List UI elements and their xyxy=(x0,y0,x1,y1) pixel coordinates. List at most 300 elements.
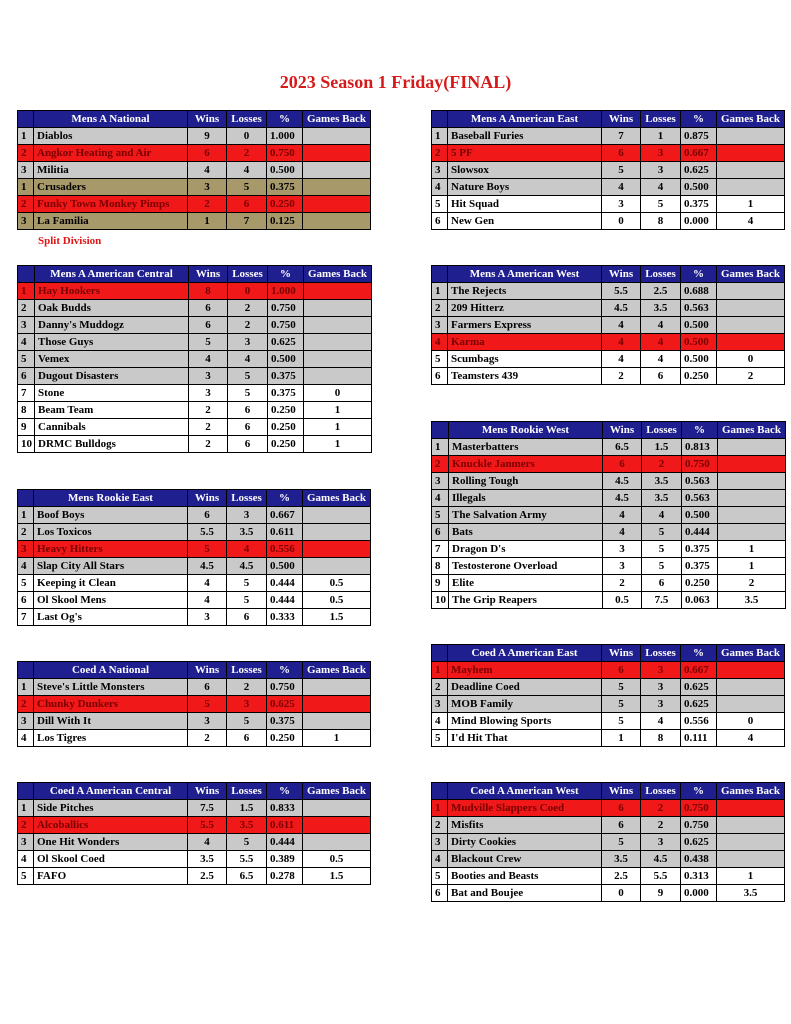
cell-wins: 0.5 xyxy=(603,592,642,609)
cell-pct: 0.125 xyxy=(267,213,303,230)
table-row xyxy=(18,507,371,524)
cell-losses: 1.5 xyxy=(227,800,267,817)
table-row xyxy=(432,317,785,334)
cell-losses: 6 xyxy=(227,196,267,213)
cell-pct: 0.625 xyxy=(267,696,303,713)
cell-games-back xyxy=(303,541,371,558)
cell-wins: 3 xyxy=(189,368,228,385)
cell-team: Dugout Disasters xyxy=(35,368,189,385)
cell-pct: 0.667 xyxy=(681,145,717,162)
header-pct: % xyxy=(682,422,718,439)
cell-team: MOB Family xyxy=(448,696,602,713)
cell-wins: 2 xyxy=(189,402,228,419)
cell-team: Hay Hookers xyxy=(35,283,189,300)
cell-wins: 5 xyxy=(602,713,641,730)
cell-pct: 0.250 xyxy=(267,730,303,747)
cell-pct: 0.438 xyxy=(681,851,717,868)
cell-losses: 6 xyxy=(228,402,268,419)
cell-pct: 0.750 xyxy=(268,317,304,334)
cell-losses: 8 xyxy=(641,730,681,747)
cell-games-back xyxy=(303,179,371,196)
cell-wins: 3 xyxy=(189,385,228,402)
cell-losses: 7.5 xyxy=(642,592,682,609)
cell-rank: 1 xyxy=(432,283,448,300)
cell-wins: 4.5 xyxy=(602,300,641,317)
header-games-back: Games Back xyxy=(303,111,371,128)
cell-pct: 0.250 xyxy=(682,575,718,592)
cell-rank: 2 xyxy=(18,524,34,541)
cell-games-back xyxy=(304,334,372,351)
cell-pct: 0.375 xyxy=(267,179,303,196)
cell-wins: 0 xyxy=(602,213,641,230)
header-losses: Losses xyxy=(227,783,267,800)
header-corner xyxy=(432,266,448,283)
header-wins: Wins xyxy=(189,266,228,283)
cell-rank: 4 xyxy=(432,179,448,196)
cell-wins: 6 xyxy=(188,679,227,696)
cell-pct: 0.063 xyxy=(682,592,718,609)
cell-games-back: 1.5 xyxy=(303,868,371,885)
header-row xyxy=(18,490,371,507)
cell-games-back xyxy=(717,179,785,196)
header-corner xyxy=(18,490,34,507)
cell-rank: 1 xyxy=(432,439,449,456)
cell-games-back: 1.5 xyxy=(303,609,371,626)
cell-rank: 2 xyxy=(18,817,34,834)
header-row xyxy=(18,266,372,283)
table-row xyxy=(18,696,371,713)
cell-team: 209 Hitterz xyxy=(448,300,602,317)
header-row xyxy=(432,422,786,439)
table-row xyxy=(18,800,371,817)
cell-team: Deadline Coed xyxy=(448,679,602,696)
header-losses: Losses xyxy=(227,662,267,679)
cell-games-back xyxy=(303,524,371,541)
cell-pct: 0.111 xyxy=(681,730,717,747)
table-row xyxy=(18,402,372,419)
cell-losses: 6 xyxy=(227,730,267,747)
cell-pct: 1.000 xyxy=(268,283,304,300)
cell-rank: 6 xyxy=(18,368,35,385)
cell-wins: 8 xyxy=(189,283,228,300)
cell-rank: 4 xyxy=(18,334,35,351)
cell-pct: 0.500 xyxy=(681,351,717,368)
cell-losses: 2 xyxy=(227,145,267,162)
cell-wins: 5.5 xyxy=(602,283,641,300)
cell-losses: 5.5 xyxy=(641,868,681,885)
table-row xyxy=(432,713,785,730)
cell-rank: 7 xyxy=(432,541,449,558)
cell-rank: 1 xyxy=(432,128,448,145)
cell-rank: 3 xyxy=(18,541,34,558)
cell-games-back: 1 xyxy=(304,419,372,436)
cell-rank: 6 xyxy=(18,592,34,609)
table-row xyxy=(432,868,785,885)
cell-pct: 0.444 xyxy=(267,592,303,609)
header-corner xyxy=(432,645,448,662)
cell-rank: 5 xyxy=(18,575,34,592)
cell-games-back xyxy=(717,162,785,179)
cell-team: Los Toxicos xyxy=(34,524,188,541)
cell-team: Funky Town Monkey Pimps xyxy=(34,196,188,213)
cell-pct: 0.625 xyxy=(681,162,717,179)
cell-games-back xyxy=(303,162,371,179)
cell-team: Vemex xyxy=(35,351,189,368)
header-games-back: Games Back xyxy=(303,490,371,507)
cell-wins: 6 xyxy=(188,507,227,524)
cell-rank: 5 xyxy=(432,868,448,885)
cell-losses: 3 xyxy=(227,507,267,524)
cell-wins: 6 xyxy=(189,300,228,317)
table-row xyxy=(18,730,371,747)
cell-wins: 4 xyxy=(603,507,642,524)
cell-team: The Grip Reapers xyxy=(449,592,603,609)
table-row xyxy=(432,162,785,179)
cell-rank: 4 xyxy=(432,334,448,351)
cell-rank: 3 xyxy=(18,317,35,334)
header-pct: % xyxy=(681,266,717,283)
cell-games-back xyxy=(303,558,371,575)
cell-team: 5 PF xyxy=(448,145,602,162)
cell-losses: 2 xyxy=(228,317,268,334)
division-name: Mens A National xyxy=(34,111,188,128)
cell-pct: 0.667 xyxy=(267,507,303,524)
cell-losses: 6.5 xyxy=(227,868,267,885)
header-losses: Losses xyxy=(641,783,681,800)
table-row xyxy=(432,662,785,679)
cell-pct: 0.625 xyxy=(681,834,717,851)
header-pct: % xyxy=(268,266,304,283)
cell-games-back xyxy=(718,490,786,507)
cell-wins: 5 xyxy=(189,334,228,351)
cell-losses: 3 xyxy=(641,145,681,162)
cell-wins: 9 xyxy=(188,128,227,145)
cell-team: Chunky Dunkers xyxy=(34,696,188,713)
cell-games-back: 0 xyxy=(304,385,372,402)
table-row xyxy=(18,868,371,885)
header-row xyxy=(432,645,785,662)
division-name: Coed A American East xyxy=(448,645,602,662)
cell-losses: 4 xyxy=(641,179,681,196)
cell-losses: 3.5 xyxy=(641,300,681,317)
cell-losses: 0 xyxy=(227,128,267,145)
cell-games-back xyxy=(718,524,786,541)
cell-team: Beam Team xyxy=(35,402,189,419)
table-row xyxy=(432,800,785,817)
cell-wins: 5 xyxy=(188,696,227,713)
cell-rank: 6 xyxy=(432,885,448,902)
cell-wins: 2.5 xyxy=(602,868,641,885)
cell-wins: 2 xyxy=(189,419,228,436)
header-corner xyxy=(432,422,449,439)
cell-losses: 6 xyxy=(227,609,267,626)
cell-rank: 4 xyxy=(18,730,34,747)
header-losses: Losses xyxy=(641,266,681,283)
cell-wins: 4 xyxy=(602,179,641,196)
cell-wins: 2 xyxy=(189,436,228,453)
cell-wins: 3 xyxy=(602,196,641,213)
table-row xyxy=(432,541,786,558)
table-row xyxy=(18,283,372,300)
cell-pct: 0.250 xyxy=(268,419,304,436)
cell-losses: 6 xyxy=(228,436,268,453)
header-games-back: Games Back xyxy=(717,111,785,128)
cell-rank: 3 xyxy=(432,834,448,851)
cell-losses: 3 xyxy=(641,679,681,696)
header-games-back: Games Back xyxy=(303,783,371,800)
table-row xyxy=(432,834,785,851)
cell-wins: 0 xyxy=(602,885,641,902)
cell-pct: 0.000 xyxy=(681,885,717,902)
table-row xyxy=(432,507,786,524)
cell-team: One Hit Wonders xyxy=(34,834,188,851)
cell-wins: 2 xyxy=(602,368,641,385)
cell-games-back: 4 xyxy=(717,213,785,230)
cell-games-back xyxy=(717,851,785,868)
table-row xyxy=(18,817,371,834)
cell-pct: 0.556 xyxy=(681,713,717,730)
cell-rank: 5 xyxy=(432,730,448,747)
cell-rank: 4 xyxy=(432,713,448,730)
cell-games-back xyxy=(718,456,786,473)
cell-losses: 2 xyxy=(641,800,681,817)
cell-team: The Salvation Army xyxy=(449,507,603,524)
table-row xyxy=(432,575,786,592)
header-pct: % xyxy=(267,111,303,128)
cell-team: Teamsters 439 xyxy=(448,368,602,385)
cell-rank: 1 xyxy=(18,128,34,145)
cell-team: Keeping it Clean xyxy=(34,575,188,592)
table-row xyxy=(18,300,372,317)
cell-wins: 7.5 xyxy=(188,800,227,817)
cell-losses: 1.5 xyxy=(642,439,682,456)
cell-wins: 1 xyxy=(602,730,641,747)
header-wins: Wins xyxy=(602,645,641,662)
cell-rank: 3 xyxy=(18,713,34,730)
cell-wins: 6 xyxy=(602,817,641,834)
cell-losses: 2 xyxy=(228,300,268,317)
cell-losses: 3 xyxy=(227,696,267,713)
cell-pct: 0.389 xyxy=(267,851,303,868)
cell-losses: 7 xyxy=(227,213,267,230)
cell-pct: 0.375 xyxy=(268,368,304,385)
table-row xyxy=(18,351,372,368)
cell-games-back xyxy=(717,696,785,713)
cell-rank: 8 xyxy=(432,558,449,575)
header-pct: % xyxy=(681,111,717,128)
cell-losses: 5 xyxy=(228,385,268,402)
cell-team: Masterbatters xyxy=(449,439,603,456)
header-losses: Losses xyxy=(642,422,682,439)
cell-team: DRMC Bulldogs xyxy=(35,436,189,453)
header-wins: Wins xyxy=(188,783,227,800)
cell-rank: 6 xyxy=(432,524,449,541)
cell-team: Dill With It xyxy=(34,713,188,730)
cell-rank: 5 xyxy=(18,868,34,885)
cell-losses: 4 xyxy=(227,162,267,179)
standings-table-coed-a-national xyxy=(17,661,371,747)
cell-wins: 7 xyxy=(602,128,641,145)
cell-games-back: 1 xyxy=(303,730,371,747)
cell-team: New Gen xyxy=(448,213,602,230)
table-row xyxy=(432,351,785,368)
table-row xyxy=(18,196,371,213)
cell-wins: 4 xyxy=(602,334,641,351)
cell-games-back xyxy=(717,283,785,300)
cell-rank: 10 xyxy=(18,436,35,453)
header-row xyxy=(432,783,785,800)
cell-pct: 0.500 xyxy=(267,558,303,575)
table-row xyxy=(432,696,785,713)
cell-losses: 5 xyxy=(642,558,682,575)
cell-games-back: 2 xyxy=(717,368,785,385)
cell-pct: 0.625 xyxy=(681,679,717,696)
header-losses: Losses xyxy=(227,111,267,128)
cell-wins: 6 xyxy=(189,317,228,334)
cell-rank: 5 xyxy=(432,351,448,368)
cell-losses: 5 xyxy=(227,592,267,609)
cell-losses: 3 xyxy=(641,696,681,713)
cell-games-back: 0 xyxy=(717,713,785,730)
cell-team: Elite xyxy=(449,575,603,592)
cell-games-back xyxy=(303,679,371,696)
header-wins: Wins xyxy=(602,266,641,283)
header-row xyxy=(18,783,371,800)
cell-rank: 9 xyxy=(432,575,449,592)
cell-team: Diablos xyxy=(34,128,188,145)
table-row xyxy=(432,558,786,575)
cell-team: Stone xyxy=(35,385,189,402)
cell-losses: 4.5 xyxy=(641,851,681,868)
cell-wins: 6.5 xyxy=(603,439,642,456)
header-corner xyxy=(18,266,35,283)
cell-pct: 0.750 xyxy=(681,800,717,817)
table-row xyxy=(432,679,785,696)
header-row xyxy=(432,266,785,283)
cell-games-back xyxy=(303,213,371,230)
cell-losses: 6 xyxy=(641,368,681,385)
table-row xyxy=(18,679,371,696)
table-row xyxy=(18,713,371,730)
cell-pct: 0.611 xyxy=(267,524,303,541)
cell-losses: 5.5 xyxy=(227,851,267,868)
cell-wins: 5 xyxy=(188,541,227,558)
cell-losses: 5 xyxy=(228,368,268,385)
cell-rank: 10 xyxy=(432,592,449,609)
cell-pct: 0.375 xyxy=(267,713,303,730)
cell-rank: 1 xyxy=(18,507,34,524)
cell-games-back xyxy=(717,662,785,679)
header-games-back: Games Back xyxy=(717,783,785,800)
cell-games-back xyxy=(303,800,371,817)
cell-pct: 1.000 xyxy=(267,128,303,145)
table-row xyxy=(432,179,785,196)
cell-games-back xyxy=(304,300,372,317)
cell-pct: 0.563 xyxy=(681,300,717,317)
cell-rank: 8 xyxy=(18,402,35,419)
cell-games-back: 0.5 xyxy=(303,592,371,609)
cell-rank: 1 xyxy=(18,800,34,817)
header-games-back: Games Back xyxy=(717,645,785,662)
cell-team: Testosterone Overload xyxy=(449,558,603,575)
cell-losses: 3 xyxy=(641,834,681,851)
cell-losses: 2 xyxy=(227,679,267,696)
cell-team: I'd Hit That xyxy=(448,730,602,747)
cell-rank: 3 xyxy=(18,834,34,851)
cell-team: Slap City All Stars xyxy=(34,558,188,575)
standings-table-mens-rookie-west xyxy=(431,421,786,609)
cell-losses: 5 xyxy=(641,196,681,213)
cell-pct: 0.500 xyxy=(268,351,304,368)
cell-games-back xyxy=(717,300,785,317)
cell-pct: 0.563 xyxy=(682,473,718,490)
cell-wins: 6 xyxy=(602,145,641,162)
cell-rank: 2 xyxy=(432,817,448,834)
cell-games-back xyxy=(304,351,372,368)
cell-losses: 1 xyxy=(641,128,681,145)
table-row xyxy=(432,817,785,834)
cell-games-back xyxy=(717,317,785,334)
cell-rank: 5 xyxy=(432,196,448,213)
division-name: Coed A American West xyxy=(448,783,602,800)
division-name: Mens Rookie West xyxy=(449,422,603,439)
cell-rank: 3 xyxy=(18,162,34,179)
table-row xyxy=(432,128,785,145)
division-name: Mens A American Central xyxy=(35,266,189,283)
cell-losses: 5 xyxy=(642,541,682,558)
cell-team: Danny's Muddogz xyxy=(35,317,189,334)
cell-pct: 0.375 xyxy=(681,196,717,213)
cell-wins: 3.5 xyxy=(188,851,227,868)
cell-team: Bats xyxy=(449,524,603,541)
table-row xyxy=(432,592,786,609)
cell-rank: 1 xyxy=(18,283,35,300)
cell-rank: 2 xyxy=(18,145,34,162)
standings-table-mens-a-american-central xyxy=(17,265,372,453)
standings-table-coed-a-american-east xyxy=(431,644,785,747)
cell-wins: 3 xyxy=(188,713,227,730)
cell-games-back xyxy=(717,145,785,162)
cell-games-back: 4 xyxy=(717,730,785,747)
cell-wins: 6 xyxy=(602,800,641,817)
table-row xyxy=(18,575,371,592)
cell-losses: 3 xyxy=(641,662,681,679)
header-losses: Losses xyxy=(227,490,267,507)
cell-games-back: 3.5 xyxy=(718,592,786,609)
cell-losses: 5 xyxy=(227,834,267,851)
cell-wins: 2.5 xyxy=(188,868,227,885)
cell-pct: 0.750 xyxy=(681,817,717,834)
cell-games-back xyxy=(303,145,371,162)
table-row xyxy=(18,558,371,575)
cell-losses: 4 xyxy=(228,351,268,368)
cell-pct: 0.625 xyxy=(681,696,717,713)
cell-losses: 5 xyxy=(227,179,267,196)
cell-team: Ol Skool Coed xyxy=(34,851,188,868)
cell-team: Dirty Cookies xyxy=(448,834,602,851)
cell-losses: 3.5 xyxy=(227,524,267,541)
cell-pct: 0.333 xyxy=(267,609,303,626)
cell-wins: 6 xyxy=(602,662,641,679)
header-corner xyxy=(432,111,448,128)
header-corner xyxy=(18,783,34,800)
cell-wins: 4 xyxy=(188,592,227,609)
cell-pct: 0.313 xyxy=(681,868,717,885)
cell-losses: 4 xyxy=(227,541,267,558)
cell-rank: 2 xyxy=(18,196,34,213)
header-corner xyxy=(18,111,34,128)
cell-losses: 5 xyxy=(227,575,267,592)
